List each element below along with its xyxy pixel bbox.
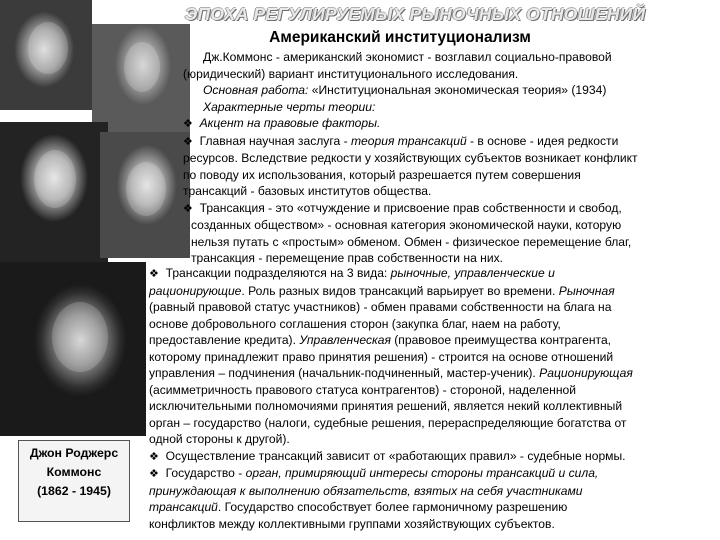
bullet-icon: ❖ <box>149 467 159 480</box>
caption-surname: Коммонс <box>46 465 102 479</box>
bullet-icon: ❖ <box>183 134 193 148</box>
slide-subtitle: Американский институционализм <box>269 29 531 46</box>
text-line: исключительными полномочиями принятия решений, является некий коллективный <box>149 399 623 413</box>
bullet-icon: ❖ <box>149 449 159 463</box>
portrait-photo-2 <box>92 24 190 132</box>
bullet-item: ❖ Осуществление трансакций зависит от «работающих правил» - судебные нормы. <box>149 448 626 463</box>
caption-years: (1862 - 1945) <box>37 484 111 498</box>
bullet-item: ❖ Трансакции подразделяются на 3 вида: рыночные, управленческие и <box>149 266 555 280</box>
commons-portrait-photo <box>0 262 146 436</box>
bullet-icon: ❖ <box>183 201 193 215</box>
caption-name: Джон Роджерс <box>29 446 119 460</box>
text-line: которому принадлежит право принятия решения) - строится на основе отношений <box>149 349 614 364</box>
text-line: ресурсов. Вследствие редкости у хозяйствующих субъектов возникает конфликт <box>183 151 638 165</box>
portrait-photo-3 <box>0 122 108 262</box>
text-line: управления – подчинения (начальник-подчиненный, мастер-ученик). Рационирующая <box>149 366 633 380</box>
text-line: (юридический) вариант институционального исследования. <box>183 66 519 81</box>
text-line: (асимметричность правового статуса контрагентов) - стороной, наделенной <box>149 382 576 397</box>
text-line: Дж.Коммонс - американский экономист - возглавил социально-правовой <box>203 50 612 64</box>
bullet-item: ❖ Трансакция - это «отчуждение и присвоение прав собственности и свобод, <box>183 200 622 215</box>
text-block-lower <box>149 265 633 532</box>
portrait-caption <box>18 440 130 522</box>
text-line: конфликтов между коллективными группами хозяйствующих субъектов. <box>149 516 555 531</box>
text-block-upper <box>183 49 638 267</box>
text-line: трансакций - базовых институтов общества. <box>183 184 432 198</box>
bullet-item: ❖ Главная научная заслуга - теория трансакций - в основе - идея редкости <box>183 133 619 148</box>
slide-title: ЭПОХА РЕГУЛИРУЕМЫХ РЫНОЧНЫХ ОТНОШЕНИЙ <box>184 4 646 24</box>
text-line: одной стороны к другой). <box>149 432 290 446</box>
bullet-icon: ❖ <box>183 117 193 130</box>
text-line: Основная работа: «Институциональная экономическая теория» (1934) <box>203 83 607 97</box>
text-line: нельзя путать с «простым» обменом. Обмен - физическое перемещение благ, <box>191 234 632 249</box>
text-line: по поводу их использования, который разрешается путем совершения <box>183 167 581 182</box>
text-line: трансакций. Государство способствует более гармоничному разрешению <box>149 500 568 514</box>
bullet-item: ❖ Акцент на правовые факторы. <box>183 116 381 130</box>
bullet-item: ❖ Государство - орган, примиряющий интересы стороны трансакций и сила, <box>149 466 599 480</box>
text-line: предоставление кредита). Управленческая (правовое преимущества контрагента, <box>149 333 612 347</box>
text-line: принуждающая к выполнению обязательств, взятых на себя участниками <box>149 483 583 498</box>
text-line: основе добровольного соглашения сторон (закупка благ, наем на работу, <box>149 316 561 331</box>
text-line: созданных обществом» - основная категория экономической науки, которую <box>191 218 622 232</box>
text-line: Характерные черты теории: <box>203 99 376 114</box>
bullet-icon: ❖ <box>149 267 159 280</box>
text-line: трансакция - перемещение прав собственности на них. <box>191 251 504 265</box>
text-line: рационирующие. Роль разных видов трансакций варьирует во времени. Рыночная <box>149 283 615 298</box>
text-line: (равный правовой статус участников) - обмен правами собственности на блага на <box>149 300 612 314</box>
portrait-photo-1 <box>0 0 92 110</box>
text-line: орган – государство (налоги, судебные решения, перераспределяющие богатства от <box>149 415 627 430</box>
portrait-photo-4 <box>100 132 190 258</box>
